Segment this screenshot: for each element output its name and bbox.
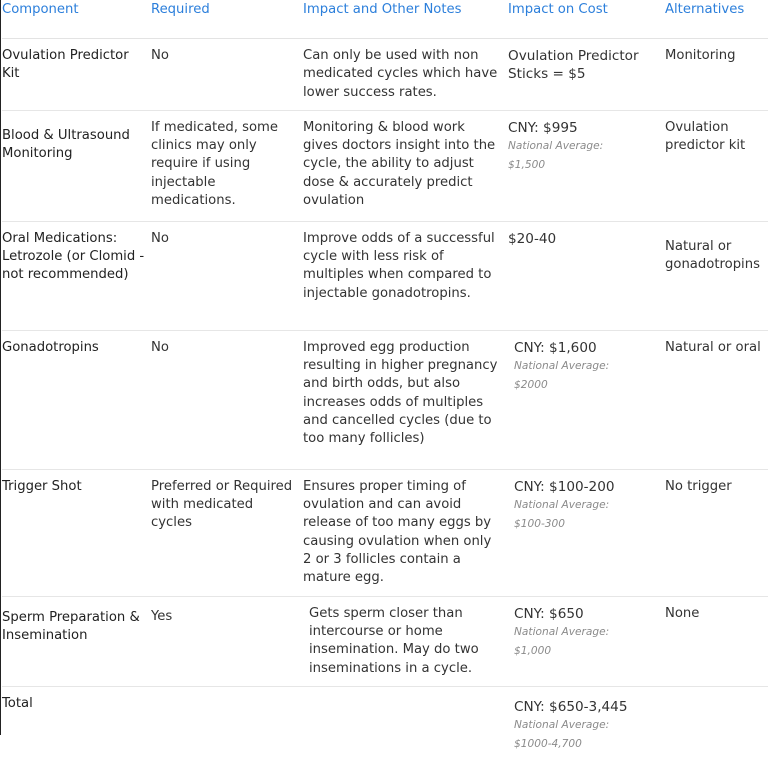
header-notes: Impact and Other Notes: [303, 0, 508, 39]
cell-required: [151, 686, 303, 763]
header-cost: Impact on Cost: [508, 0, 665, 39]
national-average-value: $1000-4,700: [514, 737, 582, 750]
cell-notes: Ensures proper timing of ovulation and can avoid release of too many eggs by causing ovulation when only 2 or 3 follicles contain a mature egg.: [303, 469, 508, 596]
cell-required: No: [151, 330, 303, 469]
cell-cost: [508, 596, 665, 686]
national-average-label: National Average:: [514, 625, 610, 638]
header-component: Component: [2, 0, 151, 39]
national-average-label: National Average:: [514, 718, 610, 731]
cost-main: $20-40: [508, 230, 557, 247]
alternatives-label: Natural or gonadotropins: [665, 238, 760, 273]
cell-alternatives: [665, 221, 768, 330]
cell-cost: [508, 330, 665, 469]
cost-main: CNY: $650: [514, 605, 584, 622]
cell-required: Preferred or Required with medicated cycles: [151, 469, 303, 596]
cell-alternatives: Ovulation predictor kit: [665, 110, 768, 221]
table-row: [2, 596, 768, 686]
notes-label: Gets sperm closer than intercourse or home insemination. May do two inseminations in a cycle.: [309, 605, 479, 676]
component-label: Blood & Ultrasound Monitoring: [2, 127, 130, 162]
cell-alternatives: [665, 686, 768, 763]
cost-main: Ovulation Predictor Sticks = $5: [508, 48, 639, 82]
cell-component: [2, 596, 151, 686]
table-row: [2, 469, 768, 596]
cell-notes: Improved egg production resulting in higher pregnancy and birth odds, but also increases odds of multiples and cancelled cycles (due to too many follicles): [303, 330, 508, 469]
cell-cost: [508, 110, 665, 221]
table-row-total: [2, 686, 768, 763]
national-average-value: $2000: [514, 378, 548, 391]
cell-cost: [508, 469, 665, 596]
cell-component: Ovulation Predictor Kit: [2, 39, 151, 111]
header-required: Required: [151, 0, 303, 39]
cost-main: CNY: $100-200: [514, 478, 615, 495]
left-border: [0, 0, 1, 735]
table-row: [2, 39, 768, 111]
cell-cost: [508, 39, 665, 111]
cost-main: CNY: $995: [508, 119, 578, 136]
cell-cost: [508, 221, 665, 330]
cell-notes: Monitoring & blood work gives doctors insight into the cycle, the ability to adjust dose & accurately predict ovulation: [303, 110, 508, 221]
cell-alternatives: Monitoring: [665, 39, 768, 111]
national-average-label: National Average:: [514, 359, 610, 372]
cost-main: CNY: $650-3,445: [514, 698, 628, 715]
component-label: Sperm Preparation & Insemination: [2, 609, 140, 643]
cell-alternatives: Natural or oral: [665, 330, 768, 469]
national-average-value: $100-300: [514, 517, 566, 530]
cell-notes: [303, 596, 508, 686]
national-average-value: $1,500: [508, 158, 546, 171]
cost-block: [508, 605, 659, 661]
cost-comparison-table: [2, 0, 768, 763]
cell-component: [2, 110, 151, 221]
table-row: [2, 221, 768, 330]
cell-required: If medicated, some clinics may only require if using injectable medications.: [151, 110, 303, 221]
national-average-label: National Average:: [508, 139, 604, 152]
cell-component: Total: [2, 695, 33, 711]
cell-component: Oral Medications: Letrozole (or Clomid - not recommended): [2, 221, 151, 330]
cell-notes: Can only be used with non medicated cycles which have lower success rates.: [303, 39, 508, 111]
national-average-value: $1,000: [514, 644, 552, 657]
cost-main: CNY: $1,600: [514, 339, 597, 356]
cell-required: [151, 596, 303, 686]
cost-block: [508, 478, 659, 534]
cell-required: No: [151, 39, 303, 111]
cell-component: Trigger Shot: [2, 469, 151, 596]
cell-alternatives: No trigger: [665, 469, 768, 596]
cost-block: [508, 339, 659, 395]
table-row: [2, 330, 768, 469]
cell-notes: Improve odds of a successful cycle with less risk of multiples when compared to injectable gonadotropins.: [303, 221, 508, 330]
cell-cost: [508, 686, 665, 763]
header-alternatives: Alternatives: [665, 0, 768, 39]
cell-alternatives: None: [665, 596, 768, 686]
cell-notes: [303, 686, 508, 763]
table-row: [2, 110, 768, 221]
national-average-label: National Average:: [514, 498, 610, 511]
cost-block: [508, 695, 659, 754]
table-header-row: [2, 0, 768, 39]
required-label: Yes: [151, 608, 173, 624]
cell-required: No: [151, 221, 303, 330]
cell-component: Gonadotropins: [2, 330, 151, 469]
